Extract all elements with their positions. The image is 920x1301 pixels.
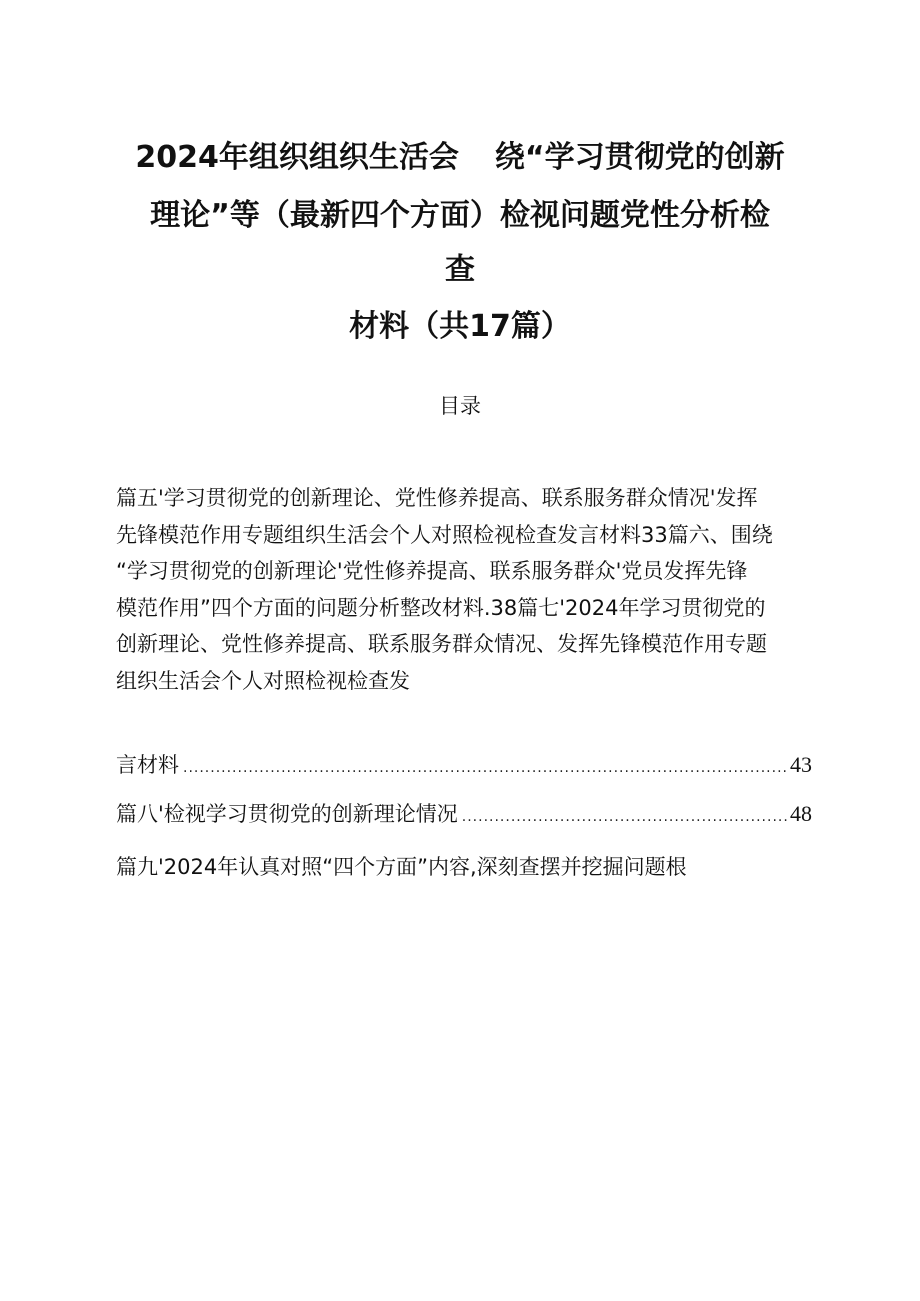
toc-paragraph-line: 组织生活会个人对照检视检查发: [116, 668, 410, 693]
toc-entry-43[interactable]: [116, 754, 812, 776]
toc-paragraph-line: “学习贯彻党的创新理论'党性修养提高、联系服务群众'党员发挥先锋: [116, 559, 748, 583]
toc-entry-text: 言材料: [116, 753, 179, 777]
document-title-line-3: 查: [445, 252, 475, 287]
toc-entry-text: 篇九'2024年认真对照“四个方面”内容,深刻查摆并挖掘问题根: [116, 855, 687, 879]
toc-heading: 目录: [439, 394, 481, 418]
toc-paragraph-line: 创新理论、党性修养提高、联系服务群众情况、发挥先锋模范作用专题: [116, 632, 767, 656]
toc-paragraph-line: 模范作用”四个方面的问题分析整改材料.38篇七'2024年学习贯彻党的: [116, 595, 766, 620]
toc-paragraph-line: 先锋模范作用专题组织生活会个人对照检视检查发言材料33篇六、围绕: [116, 522, 773, 547]
toc-paragraph: [116, 480, 836, 699]
toc-page-number: 48: [790, 801, 812, 826]
document-title-line-1: [100, 140, 820, 175]
title-line-1-part-2: 绕“学习贯彻党的创新: [494, 140, 785, 175]
toc-entry-9[interactable]: [116, 857, 812, 878]
document-title-line-2: 理论”等（最新四个方面）检视问题党性分析检: [150, 198, 770, 233]
title-line-1-part-1: 2024年组织组织生活会: [135, 140, 459, 175]
toc-leader-dots: [183, 761, 787, 775]
document-title-line-4: 材料（共17篇）: [349, 309, 571, 344]
toc-entry-text: 篇八'检视学习贯彻党的创新理论情况: [116, 802, 458, 826]
toc-leader-dots: [462, 810, 787, 824]
toc-paragraph-line: 篇五'学习贯彻党的创新理论、党性修养提高、联系服务群众情况'发挥: [116, 486, 758, 510]
toc-entry-48[interactable]: [116, 803, 812, 825]
toc-page-number: 43: [790, 752, 812, 777]
